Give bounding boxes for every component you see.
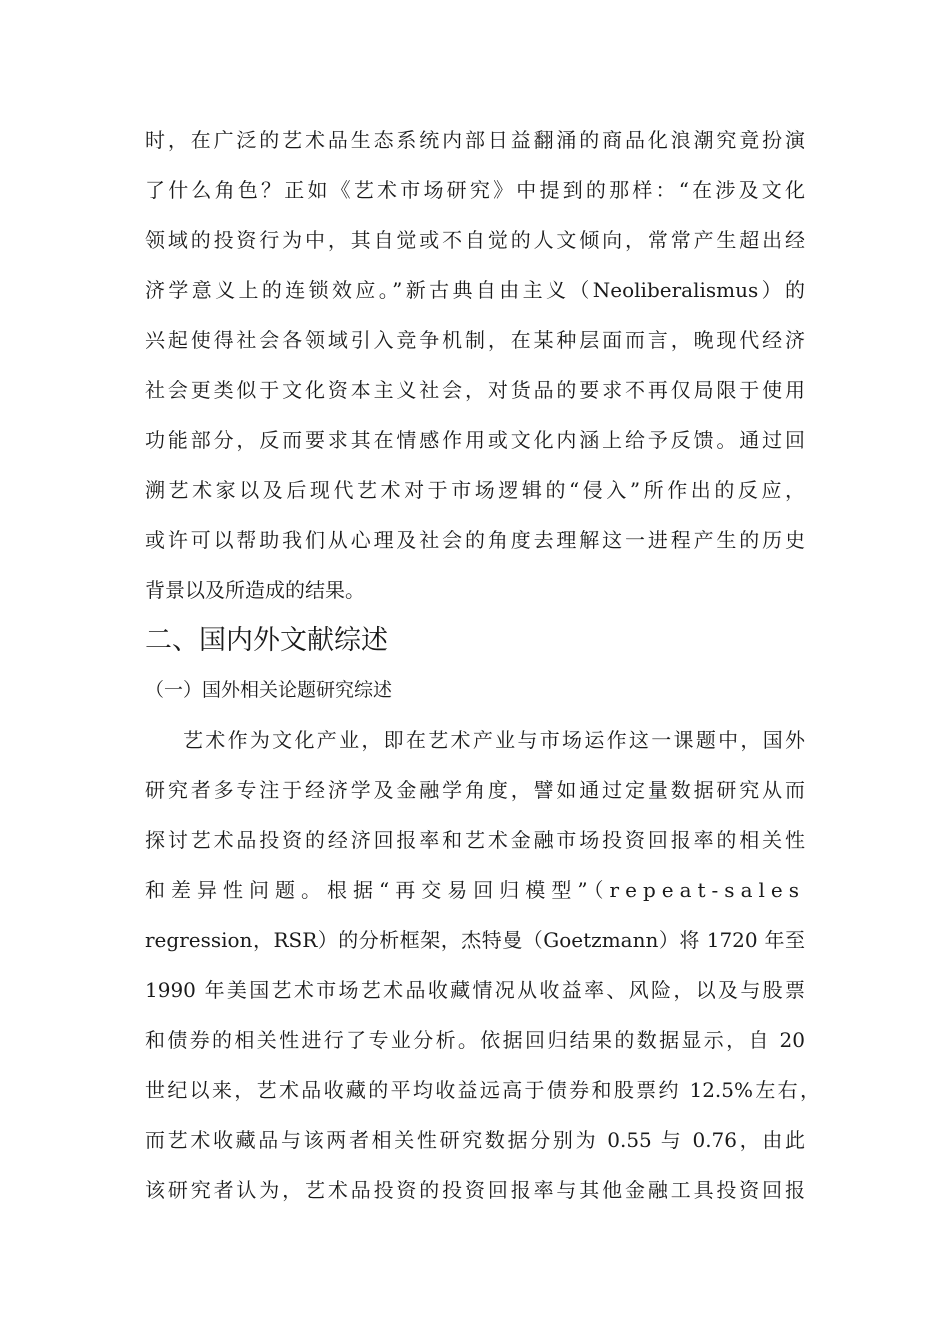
paragraph-2-line-5: regression，RSR）的分析框架，杰特曼（Goetzmann）将 1720 年至 <box>145 928 805 952</box>
paragraph-1-line-5: 兴起使得社会各领域引入竞争机制，在某种层面而言，晚现代经济 <box>145 328 805 352</box>
paragraph-2-line-10: 该研究者认为，艺术品投资的投资回报率与其他金融工具投资回报 <box>145 1178 805 1202</box>
paragraph-1-line-2: 了什么角色？正如《艺术市场研究》中提到的那样：“在涉及文化 <box>145 178 805 202</box>
paragraph-1-line-10: 背景以及所造成的结果。 <box>145 578 365 602</box>
section-heading: 二、国内外文献综述 <box>145 625 388 656</box>
paragraph-2-line-7: 和债券的相关性进行了专业分析。依据回归结果的数据显示，自 20 <box>145 1028 805 1052</box>
paragraph-2-line-4: 和差异性问题。根据“再交易回归模型”（repeat-sales <box>145 878 805 902</box>
paragraph-1-line-7: 功能部分，反而要求其在情感作用或文化内涵上给予反馈。通过回 <box>145 428 805 452</box>
paragraph-2-line-6: 1990 年美国艺术市场艺术品收藏情况从收益率、风险，以及与股票 <box>145 978 805 1002</box>
paragraph-2-line-8: 世纪以来，艺术品收藏的平均收益远高于债券和股票约 12.5%左右， <box>145 1078 820 1102</box>
paragraph-2-line-2: 研究者多专注于经济学及金融学角度，譬如通过定量数据研究从而 <box>145 778 805 802</box>
paragraph-1-line-9: 或许可以帮助我们从心理及社会的角度去理解这一进程产生的历史 <box>145 528 805 552</box>
subsection-heading: （一）国外相关论题研究综述 <box>145 679 393 701</box>
paragraph-1-line-3: 领域的投资行为中，其自觉或不自觉的人文倾向，常常产生超出经 <box>145 228 805 252</box>
paragraph-2-line-3: 探讨艺术品投资的经济回报率和艺术金融市场投资回报率的相关性 <box>145 828 805 852</box>
paragraph-2-line-9: 而艺术收藏品与该两者相关性研究数据分别为 0.55 与 0.76，由此 <box>145 1128 805 1152</box>
paragraph-1-line-1: 时，在广泛的艺术品生态系统内部日益翻涌的商品化浪潮究竟扮演 <box>145 128 805 152</box>
paragraph-2-line-1: 艺术作为文化产业，即在艺术产业与市场运作这一课题中，国外 <box>183 728 805 752</box>
paragraph-1-line-6: 社会更类似于文化资本主义社会，对货品的要求不再仅局限于使用 <box>145 378 805 402</box>
paragraph-1-line-4: 济学意义上的连锁效应。”新古典自由主义（Neoliberalismus）的 <box>145 278 805 302</box>
paragraph-1-line-8: 溯艺术家以及后现代艺术对于市场逻辑的“侵入”所作出的反应， <box>145 478 805 502</box>
